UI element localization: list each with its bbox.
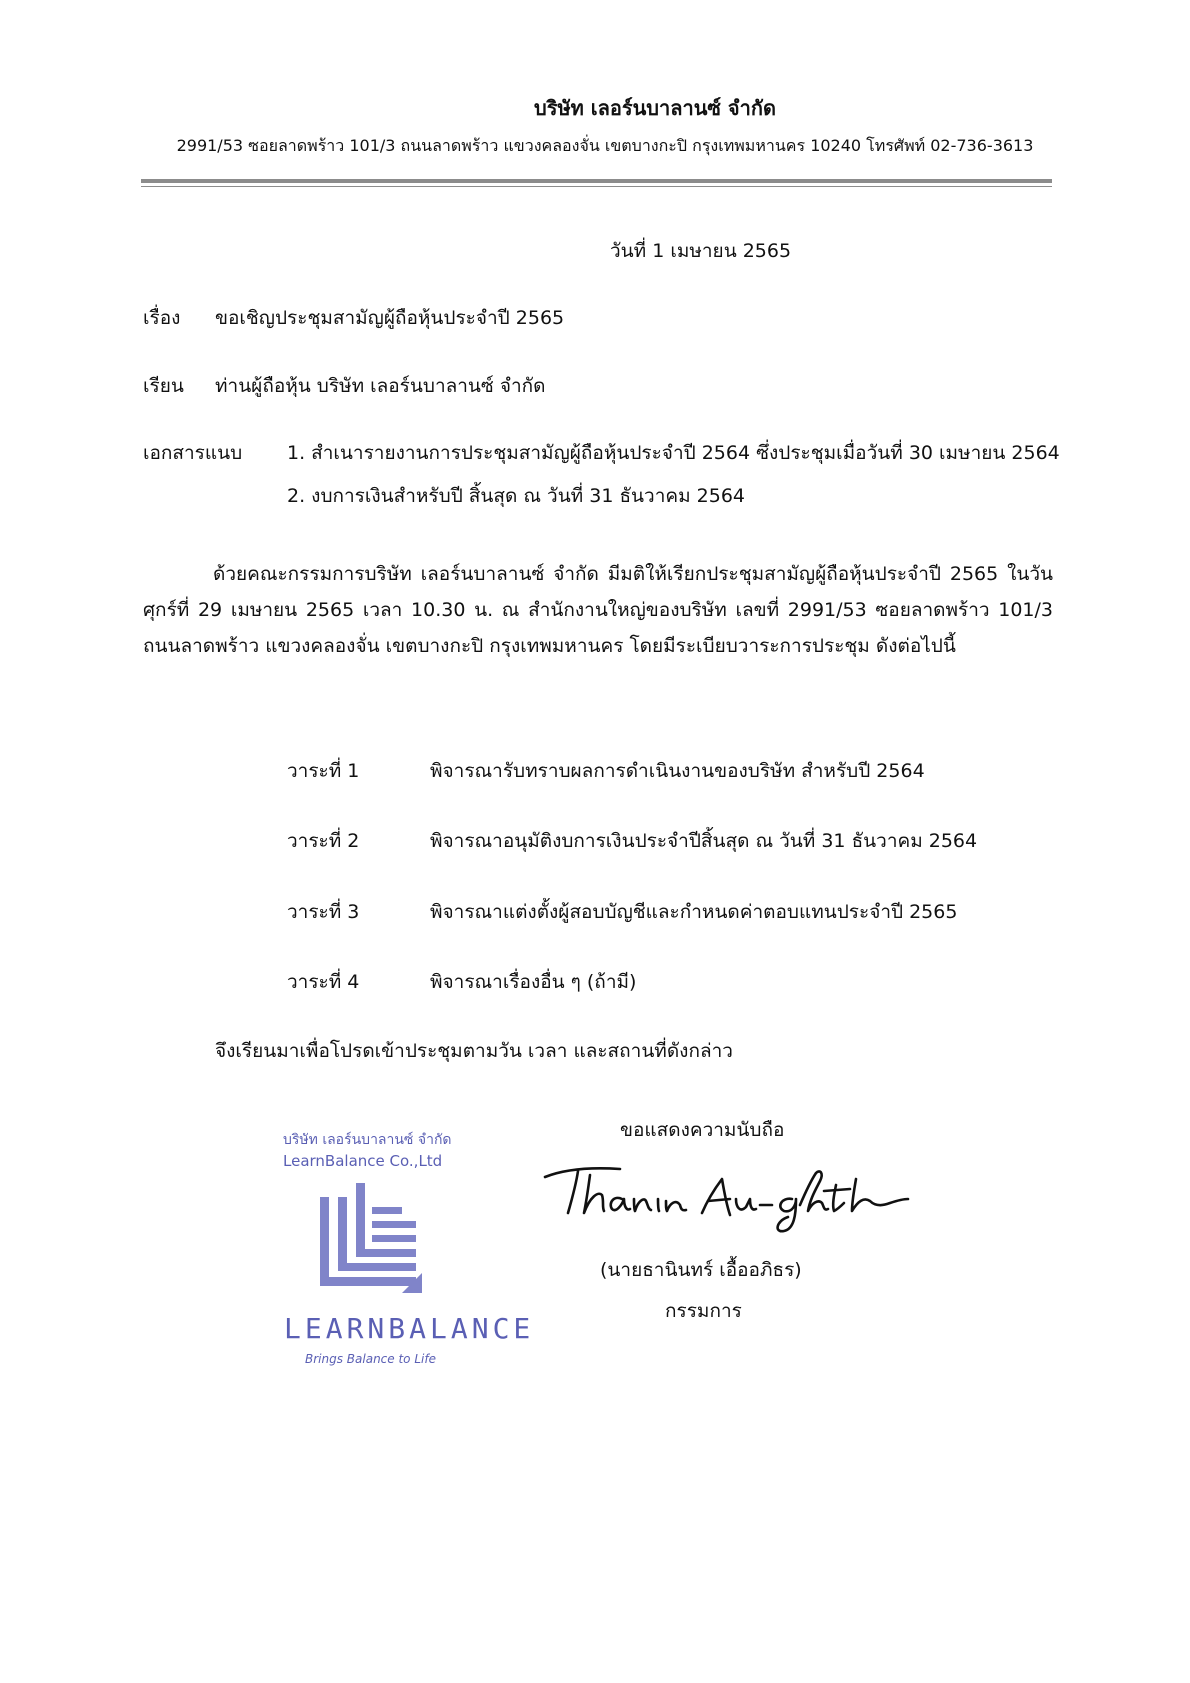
header-divider-thick	[141, 179, 1052, 183]
header-divider-thin	[141, 186, 1052, 187]
attachment-item-2: 2. งบการเงินสำหรับปี สิ้นสุด ณ วันที่ 31 ธันวาคม 2564	[287, 485, 746, 507]
subject-text: ขอเชิญประชุมสามัญผู้ถือหุ้นประจำปี 2565	[215, 307, 565, 329]
subject-row	[143, 303, 564, 333]
recipient-label: เรียน	[143, 375, 184, 397]
agenda-label-3: วาระที่ 3	[287, 901, 360, 923]
body-paragraph: ด้วยคณะกรรมการบริษัท เลอร์นบาลานซ์ จำกัด มีมติให้เรียกประชุมสามัญผู้ถือหุ้นประจำปี 2565 ในวันศุกร์ที่ 29 เมษายน 2565 เวลา 10.30 น. ณ สำนักงานใหญ่ของบริษัท เลขที่ 2991/53 ซอยลาดพร้าว 101/3 ถนนลาดพร้าว แขวงคลองจั่น เขตบางกะปิ กรุงเทพมหานคร โดยมีระเบียบวาระการประชุม ดังต่อไปนี้	[143, 563, 1053, 657]
attachments-label: เอกสารแนบ	[143, 442, 243, 464]
agenda-label-4: วาระที่ 4	[287, 971, 360, 993]
closing-sentence: จึงเรียนมาเพื่อโปรดเข้าประชุมตามวัน เวลา และสถานที่ดังกล่าว	[215, 1040, 733, 1062]
signatory-position: กรรมการ	[665, 1300, 742, 1322]
regards-text: ขอแสดงความนับถือ	[620, 1119, 785, 1141]
stamp-logo-icon	[320, 1183, 430, 1298]
stamp-tagline: Brings Balance to Life	[305, 1352, 436, 1366]
agenda-label-1: วาระที่ 1	[287, 760, 360, 782]
stamp-company-th: บริษัท เลอร์นบาลานซ์ จำกัด	[283, 1132, 452, 1148]
agenda-text-2: พิจารณาอนุมัติงบการเงินประจำปีสิ้นสุด ณ วันที่ 31 ธันวาคม 2564	[430, 830, 978, 852]
stamp-company-en: LearnBalance Co.,Ltd	[283, 1152, 443, 1170]
agenda-text-4: พิจารณาเรื่องอื่น ๆ (ถ้ามี)	[430, 971, 637, 993]
company-name: บริษัท เลอร์นบาลานซ์ จำกัด	[534, 96, 776, 120]
agenda-text-1: พิจารณารับทราบผลการดำเนินงานของบริษัท สำหรับปี 2564	[430, 760, 925, 782]
stamp-brand: LEARNBALANCE	[284, 1312, 535, 1345]
attachments-row	[143, 438, 1060, 468]
company-address: 2991/53 ซอยลาดพร้าว 101/3 ถนนลาดพร้าว แขวงคลองจั่น เขตบางกะปิ กรุงเทพมหานคร 10240 โทรศัพท์ 02-736-3613	[176, 136, 1034, 155]
agenda-text-3: พิจารณาแต่งตั้งผู้สอบบัญชีและกำหนดค่าตอบแทนประจำปี 2565	[430, 901, 958, 923]
signature-image	[540, 1155, 910, 1235]
signatory-name: (นายธานินทร์ เอื้ออภิธร)	[600, 1259, 802, 1281]
agenda-label-2: วาระที่ 2	[287, 830, 360, 852]
recipient-text: ท่านผู้ถือหุ้น บริษัท เลอร์นบาลานซ์ จำกัด	[215, 375, 546, 397]
recipient-row	[143, 371, 546, 401]
attachment-item-1: 1. สำเนารายงานการประชุมสามัญผู้ถือหุ้นประจำปี 2564 ซึ่งประชุมเมื่อวันที่ 30 เมษายน 2564	[287, 442, 1060, 464]
subject-label: เรื่อง	[143, 307, 181, 329]
letter-date: วันที่ 1 เมษายน 2565	[610, 240, 792, 262]
